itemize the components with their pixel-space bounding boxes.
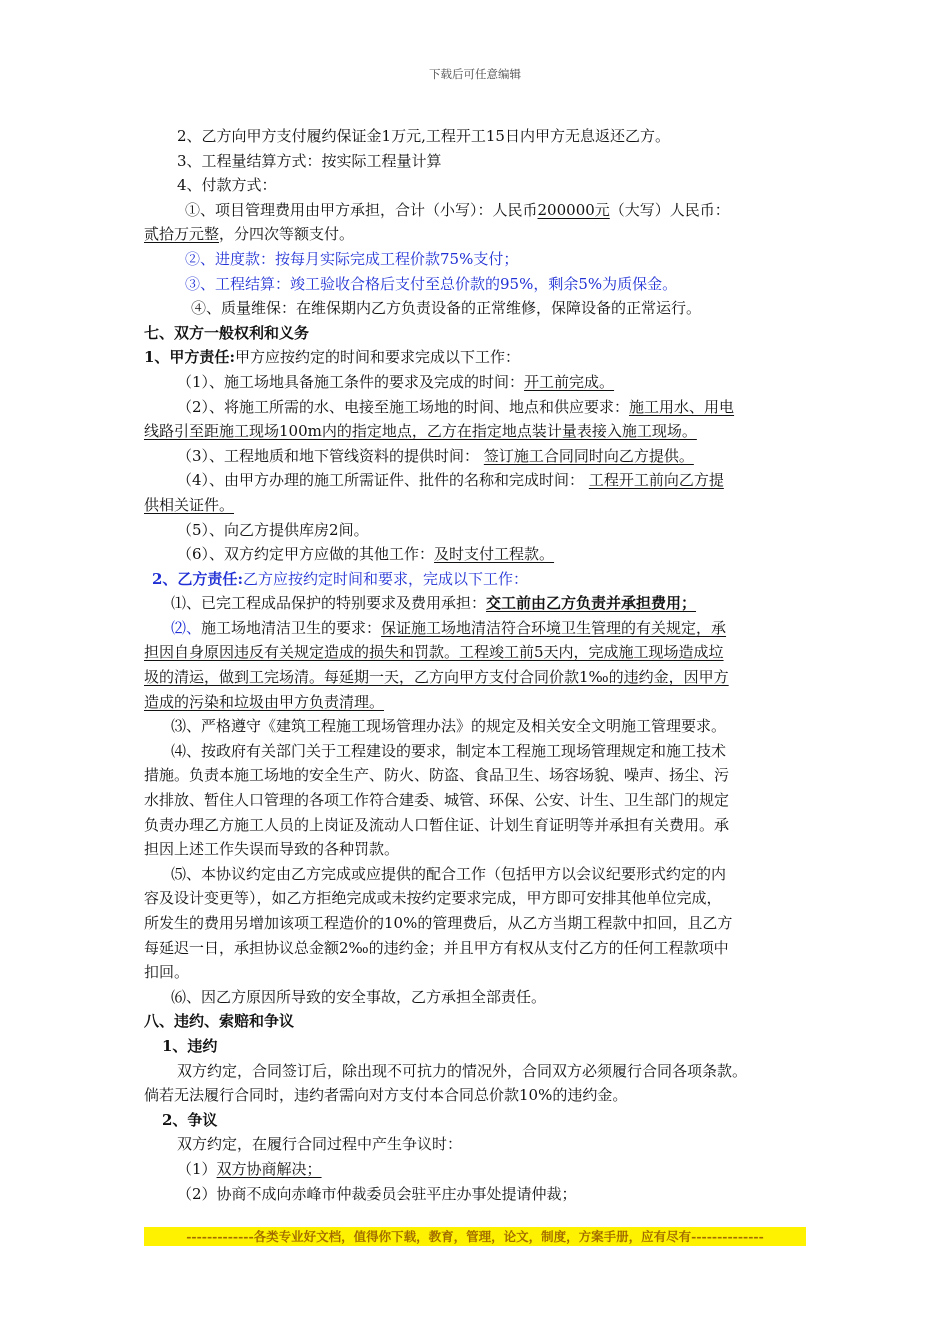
party-b-item-1 (144, 591, 806, 616)
breach-text-2: 倘若无法履行合同时，违约者需向对方支付本合同总价款10%的违约金。 (144, 1086, 628, 1105)
payment-item-1-text-b: （大写）人民币： (609, 200, 730, 219)
party-a-label: 1、甲方责任: (144, 348, 235, 367)
party-b-item-2-number: ⑵、 (171, 618, 202, 637)
party-a-item-3-value: 签订施工合同同时向乙方提供。 (483, 446, 694, 465)
party-b-item-4: ⑷、按政府有关部门关于工程建设的要求，制定本工程施工现场管理规定和施工技术 (171, 741, 727, 760)
party-a-item-5: （5）、向乙方提供库房2间。 (177, 520, 369, 539)
page-header: 下载后可任意编辑 (429, 67, 521, 81)
party-a-item-1-text: （1）、施工场地具备施工条件的要求及完成的时间： (177, 372, 525, 391)
party-b-item-1-text: ⑴、已完工程成品保护的特别要求及费用承担： (171, 594, 487, 613)
party-b-item-4-cont-1: 措施。负责本施工场地的安全生产、防火、防盗、食品卫生、场容场貌、噪声、扬尘、污 (144, 766, 730, 785)
party-a-heading (144, 345, 806, 370)
party-a-item-3-text: （3）、工程地质和地下管线资料的提供时间： (177, 446, 480, 465)
party-a-item-2-value: 施工用水、用电 (629, 397, 735, 416)
party-a-item-6 (144, 542, 806, 567)
party-a-item-1 (144, 370, 806, 395)
party-a-item-2-cont: 线路引至距施工现场100m内的指定地点，乙方在指定地点装计量表接入施工现场。 (144, 422, 697, 441)
dispute-item-2: （2）协商不成向赤峰市仲裁委员会驻平庄办事处提请仲裁； (177, 1184, 577, 1203)
payment-item-1-cont (144, 222, 806, 247)
party-b-item-4-cont-2: 水排放、暂住人口管理的各项工作符合建委、城管、环保、公安、计生、卫生部门的规定 (144, 791, 730, 810)
party-b-item-5: ⑸、本协议约定由乙方完成或应提供的配合工作（包括甲方以会议纪要形式约定的内 (171, 864, 727, 883)
party-a-item-2-text: （2）、将施工所需的水、电接至施工场地的时间、地点和供应要求： (177, 397, 630, 416)
dispute-heading: 2、争议 (162, 1110, 218, 1129)
payment-item-1-cont-text: ，分四次等额支付。 (219, 225, 355, 244)
party-b-item-2-cont-3: 造成的污染和垃圾由甲方负责清理。 (144, 692, 385, 711)
party-b-item-5-cont-4: 扣回。 (144, 963, 190, 982)
party-a-item-6-text: （6）、双方约定甲方应做的其他工作： (177, 545, 435, 564)
party-b-item-2-cont-1: 担因自身原因违反有关规定造成的损失和罚款。工程竣工前5天内，完成施工现场造成垃 (144, 643, 724, 662)
party-b-item-5-cont-2: 所发生的费用另增加该项工程造价的10%的管理费后，从乙方当期工程款中扣回，且乙方 (144, 914, 733, 932)
payment-item-1 (144, 198, 806, 223)
footer-banner: -------------各类专业好文档，值得你下载，教育，管理，论文，制度，方案手册，应有尽有-------------- (144, 1227, 806, 1246)
payment-item-1-text: ①、项目管理费用由甲方承担，合计（小写）：人民币 (185, 200, 538, 219)
clause-2-bond: 2、乙方向甲方支付履约保证金1万元,工程开工15日内甲方无息返还乙方。 (177, 127, 670, 145)
party-b-intro: 乙方应按约定时间和要求，完成以下工作： (242, 569, 528, 588)
party-a-item-4 (144, 468, 806, 493)
party-a-item-6-value: 及时支付工程款。 (434, 545, 555, 564)
section-7-heading: 七、双方一般权利和义务 (144, 323, 310, 342)
party-b-item-4-cont-4: 担因上述工作失误而导致的各种罚款。 (144, 840, 400, 859)
payment-amount-words: 贰拾万元整 (144, 225, 220, 244)
dispute-text: 双方约定，在履行合同过程中产生争议时： (177, 1135, 463, 1154)
dispute-item-1-text: 双方协商解决； (216, 1159, 322, 1178)
party-a-intro: 甲方应按约定的时间和要求完成以下工作： (234, 348, 520, 367)
breach-heading: 1、违约 (162, 1036, 218, 1055)
party-b-item-5-cont-1: 容及设计变更等），如乙方拒绝完成或未按约定要求完成，甲方即可安排其他单位完成， (144, 889, 722, 908)
payment-item-2: ②、进度款：按每月实际完成工程价款75%支付； (185, 249, 519, 268)
breach-text-1: 双方约定，合同签订后，除出现不可抗力的情况外，合同双方必须履行合同各项条款。 (177, 1061, 748, 1080)
party-a-item-4-value: 工程开工前向乙方提 (588, 471, 724, 490)
party-a-item-3 (144, 444, 806, 469)
payment-amount: 200000元 (537, 200, 610, 219)
clause-3-settlement: 3、工程量结算方式：按实际工程量计算 (177, 151, 442, 170)
payment-item-3: ③、工程结算：竣工验收合格后支付至总价款的95%，剩余5%为质保金。 (185, 274, 678, 293)
party-a-item-4-text: （4）、由甲方办理的施工所需证件、批件的名称和完成时间： (177, 471, 585, 490)
clause-4-payment: 4、付款方式： (177, 176, 277, 195)
party-b-item-2-text: 施工场地清洁卫生的要求： (201, 618, 382, 637)
party-b-item-3: ⑶、严格遵守《建筑工程施工现场管理办法》的规定及相关安全文明施工管理要求。 (171, 717, 727, 736)
dispute-item-1-number: （1） (177, 1159, 217, 1178)
document-body (144, 124, 806, 1206)
party-b-heading (144, 567, 806, 592)
party-b-label: 2、乙方责任: (152, 569, 243, 588)
payment-item-4: ④、质量维保：在维保期内乙方负责设备的正常维修，保障设备的正常运行。 (191, 299, 702, 318)
party-a-item-4-cont: 供相关证件。 (144, 495, 235, 514)
party-a-item-2 (144, 395, 806, 420)
dispute-item-1 (144, 1157, 806, 1182)
party-b-item-2-value: 保证施工场地清洁符合环境卫生管理的有关规定，承 (381, 618, 727, 637)
party-b-item-4-cont-3: 负责办理乙方施工人员的上岗证及流动人口暂住证、计划生育证明等并承担有关费用。承 (144, 815, 730, 834)
party-b-item-1-value: 交工前由乙方负责并承担费用； (486, 594, 697, 613)
party-b-item-2-cont-2: 圾的清运，做到工完场清。每延期一天，乙方向甲方支付合同价款1‰的违约金，因甲方 (144, 668, 729, 687)
section-8-heading: 八、违约、索赔和争议 (144, 1012, 295, 1031)
party-b-item-6: ⑹、因乙方原因所导致的安全事故，乙方承担全部责任。 (171, 987, 547, 1006)
party-b-item-5-cont-3: 每延迟一日，承担协议总金额2‰的违约金；并且甲方有权从支付乙方的任何工程款项中 (144, 938, 729, 957)
party-b-item-2 (144, 616, 806, 641)
party-a-item-1-value: 开工前完成。 (524, 372, 615, 391)
